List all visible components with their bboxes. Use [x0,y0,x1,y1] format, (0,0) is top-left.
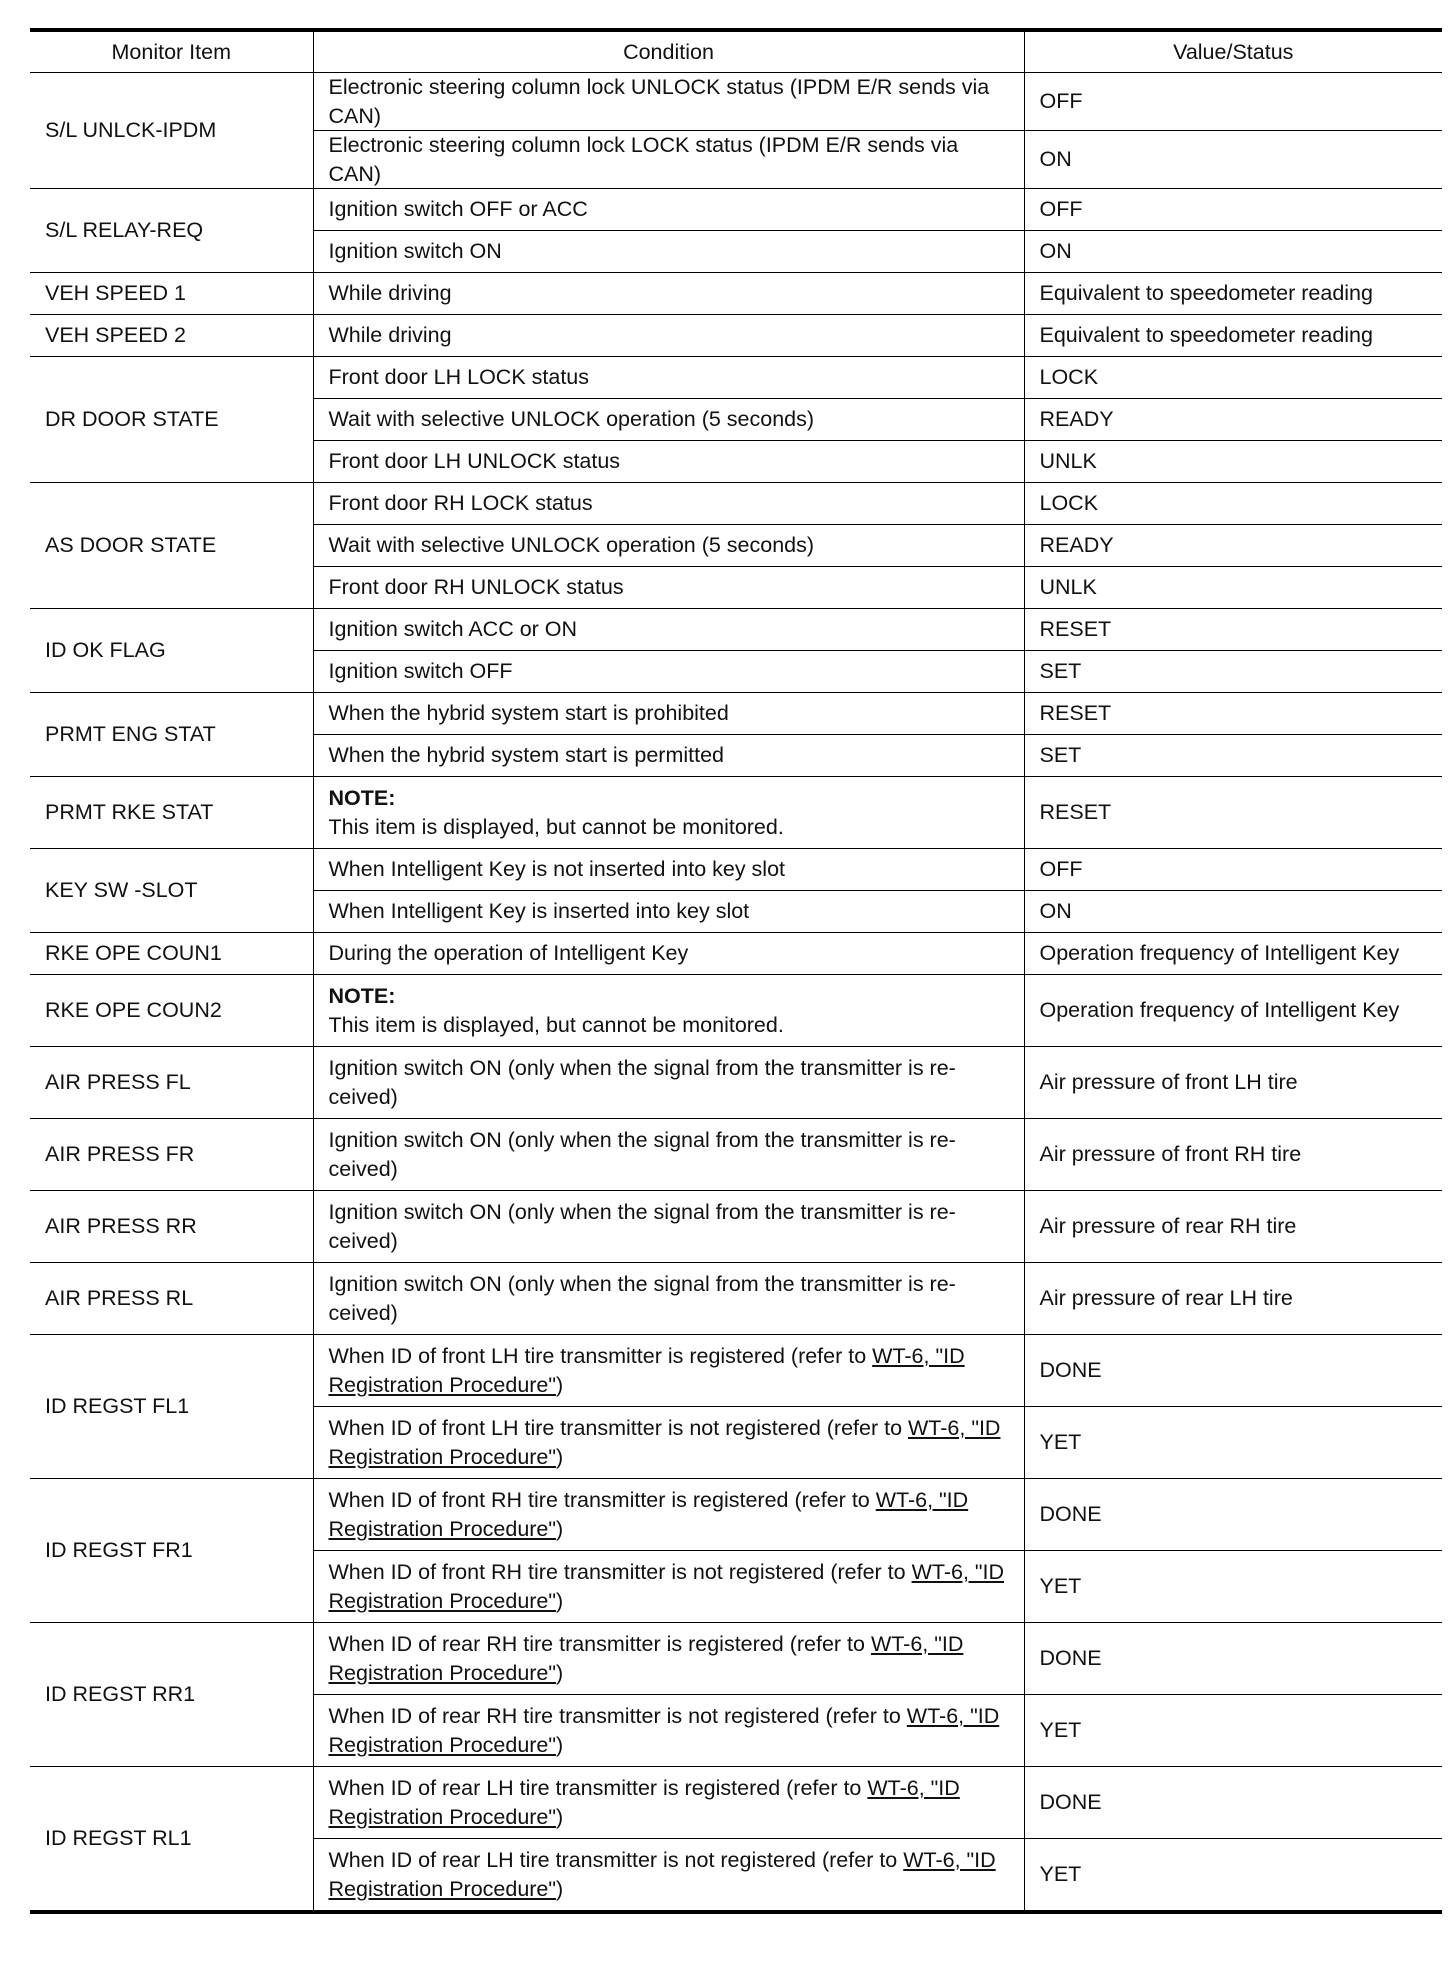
monitor-item-cell: PRMT ENG STAT [30,693,313,777]
value-status-cell: DONE [1024,1623,1442,1695]
value-status-cell: RESET [1024,609,1442,651]
condition-suffix: ) [556,1660,564,1685]
value-status-cell: LOCK [1024,483,1442,525]
condition-cell [313,1335,1024,1407]
value-status-cell: Air pressure of rear RH tire [1024,1191,1442,1263]
condition-cell [313,1839,1024,1913]
monitor-item-cell: ID REGST RL1 [30,1767,313,1913]
condition-suffix: ) [556,1804,564,1829]
condition-cell [313,1767,1024,1839]
condition-cell: When Intelligent Key is not inserted into key slot [313,849,1024,891]
condition-suffix: ) [556,1516,564,1541]
monitor-item-cell: AIR PRESS RL [30,1263,313,1335]
condition-text: When ID of rear LH tire transmitter is not registered (refer to [328,1848,904,1872]
condition-cell [313,975,1024,1047]
condition-cell: When the hybrid system start is prohibited [313,693,1024,735]
table-header-row [30,30,1442,73]
table-row [30,1191,1442,1263]
table-row [30,1767,1442,1839]
condition-suffix: ) [556,1732,564,1757]
condition-cell: Ignition switch ON (only when the signal from the transmitter is re-ceived) [313,1263,1024,1335]
monitor-item-cell: AIR PRESS RR [30,1191,313,1263]
monitor-item-cell: RKE OPE COUN2 [30,975,313,1047]
value-status-cell: OFF [1024,849,1442,891]
table-row [30,273,1442,315]
condition-cell: Wait with selective UNLOCK operation (5 seconds) [313,525,1024,567]
condition-cell: During the operation of Intelligent Key [313,933,1024,975]
value-status-cell: OFF [1024,73,1442,131]
reference-link[interactable]: WT-6, "ID Registration Procedure" [328,1344,965,1397]
table-row [30,975,1442,1047]
table-row [30,777,1442,849]
value-status-cell: ON [1024,231,1442,273]
monitor-item-cell: ID REGST FR1 [30,1479,313,1623]
header-value-status: Value/Status [1024,30,1442,73]
condition-text: When ID of front LH tire transmitter is registered (refer to [328,1344,873,1368]
condition-cell: Ignition switch ON (only when the signal from the transmitter is re-ceived) [313,1119,1024,1191]
condition-cell: Ignition switch ON (only when the signal from the transmitter is re-ceived) [313,1047,1024,1119]
monitor-item-cell: AS DOOR STATE [30,483,313,609]
condition-cell [313,1551,1024,1623]
condition-cell [313,1479,1024,1551]
table-row [30,1047,1442,1119]
value-status-cell: OFF [1024,189,1442,231]
condition-cell: Front door RH LOCK status [313,483,1024,525]
table-row [30,933,1442,975]
condition-cell [313,1623,1024,1695]
condition-text: When ID of rear RH tire transmitter is registered (refer to [328,1632,871,1656]
condition-cell: While driving [313,273,1024,315]
table-body [30,73,1442,1913]
value-status-cell: YET [1024,1695,1442,1767]
table-row [30,1263,1442,1335]
value-status-cell: ON [1024,131,1442,189]
value-status-cell: RESET [1024,693,1442,735]
value-status-cell: Air pressure of front LH tire [1024,1047,1442,1119]
condition-cell: Ignition switch ON [313,231,1024,273]
condition-cell [313,1407,1024,1479]
table-row [30,357,1442,399]
monitor-item-cell: AIR PRESS FR [30,1119,313,1191]
condition-cell: Front door RH UNLOCK status [313,567,1024,609]
table-row [30,73,1442,131]
monitor-item-cell: ID OK FLAG [30,609,313,693]
monitor-item-cell: VEH SPEED 2 [30,315,313,357]
table-row [30,693,1442,735]
monitor-item-table [30,28,1442,1914]
value-status-cell: YET [1024,1407,1442,1479]
value-status-cell: Operation frequency of Intelligent Key [1024,933,1442,975]
monitor-item-cell: ID REGST FL1 [30,1335,313,1479]
table-row [30,315,1442,357]
monitor-item-cell: ID REGST RR1 [30,1623,313,1767]
monitor-item-cell: KEY SW -SLOT [30,849,313,933]
table-row [30,849,1442,891]
monitor-item-cell: PRMT RKE STAT [30,777,313,849]
table-row [30,1335,1442,1407]
value-status-cell: SET [1024,651,1442,693]
value-status-cell: Operation frequency of Intelligent Key [1024,975,1442,1047]
condition-cell: Front door LH LOCK status [313,357,1024,399]
table-row [30,483,1442,525]
condition-suffix: ) [556,1444,564,1469]
value-status-cell: SET [1024,735,1442,777]
value-status-cell: READY [1024,399,1442,441]
document-page [30,28,1442,1914]
reference-link[interactable]: WT-6, "ID Registration Procedure" [328,1560,1005,1613]
condition-text: When ID of front RH tire transmitter is registered (refer to [328,1488,876,1512]
value-status-cell: Air pressure of front RH tire [1024,1119,1442,1191]
reference-link[interactable]: WT-6, "ID Registration Procedure" [328,1416,1001,1469]
condition-text: When ID of front RH tire transmitter is not registered (refer to [328,1560,912,1584]
header-monitor-item: Monitor Item [30,30,313,73]
note-label: NOTE: [328,786,396,810]
condition-cell: When the hybrid system start is permitted [313,735,1024,777]
condition-cell: Ignition switch OFF [313,651,1024,693]
condition-text: When ID of front LH tire transmitter is not registered (refer to [328,1416,909,1440]
value-status-cell: LOCK [1024,357,1442,399]
monitor-item-cell: VEH SPEED 1 [30,273,313,315]
condition-text: When ID of rear RH tire transmitter is not registered (refer to [328,1704,907,1728]
condition-cell [313,777,1024,849]
monitor-item-cell: RKE OPE COUN1 [30,933,313,975]
value-status-cell: DONE [1024,1767,1442,1839]
reference-link[interactable]: WT-6, "ID Registration Procedure" [328,1704,1000,1757]
value-status-cell: READY [1024,525,1442,567]
condition-cell: Front door LH UNLOCK status [313,441,1024,483]
table-row [30,1623,1442,1695]
condition-cell [313,1695,1024,1767]
monitor-item-cell: AIR PRESS FL [30,1047,313,1119]
condition-suffix: ) [556,1372,564,1397]
monitor-item-cell: S/L RELAY-REQ [30,189,313,273]
condition-cell: Ignition switch ON (only when the signal from the transmitter is re-ceived) [313,1191,1024,1263]
value-status-cell: Air pressure of rear LH tire [1024,1263,1442,1335]
monitor-item-cell: DR DOOR STATE [30,357,313,483]
value-status-cell: UNLK [1024,567,1442,609]
table-row [30,609,1442,651]
value-status-cell: Equivalent to speedometer reading [1024,315,1442,357]
condition-cell: While driving [313,315,1024,357]
condition-suffix: ) [556,1876,564,1901]
value-status-cell: Equivalent to speedometer reading [1024,273,1442,315]
condition-cell: When Intelligent Key is inserted into key slot [313,891,1024,933]
value-status-cell: UNLK [1024,441,1442,483]
value-status-cell: RESET [1024,777,1442,849]
reference-link[interactable]: WT-6, "ID Registration Procedure" [328,1848,996,1901]
condition-cell: Electronic steering column lock LOCK status (IPDM E/R sends via CAN) [313,131,1024,189]
monitor-item-cell: S/L UNLCK-IPDM [30,73,313,189]
condition-cell: Electronic steering column lock UNLOCK status (IPDM E/R sends via CAN) [313,73,1024,131]
condition-text: When ID of rear LH tire transmitter is registered (refer to [328,1776,868,1800]
reference-link[interactable]: WT-6, "ID Registration Procedure" [328,1632,964,1685]
table-row [30,189,1442,231]
condition-suffix: ) [556,1588,564,1613]
condition-cell: Ignition switch ACC or ON [313,609,1024,651]
value-status-cell: YET [1024,1839,1442,1913]
note-label: NOTE: [328,984,396,1008]
reference-link[interactable]: WT-6, "ID Registration Procedure" [328,1488,969,1541]
note-text: This item is displayed, but cannot be monitored. [328,814,784,839]
value-status-cell: DONE [1024,1479,1442,1551]
condition-cell: Wait with selective UNLOCK operation (5 seconds) [313,399,1024,441]
value-status-cell: YET [1024,1551,1442,1623]
table-row [30,1119,1442,1191]
condition-cell: Ignition switch OFF or ACC [313,189,1024,231]
note-text: This item is displayed, but cannot be monitored. [328,1012,784,1037]
header-condition: Condition [313,30,1024,73]
value-status-cell: DONE [1024,1335,1442,1407]
reference-link[interactable]: WT-6, "ID Registration Procedure" [328,1776,960,1829]
value-status-cell: ON [1024,891,1442,933]
table-row [30,1479,1442,1551]
